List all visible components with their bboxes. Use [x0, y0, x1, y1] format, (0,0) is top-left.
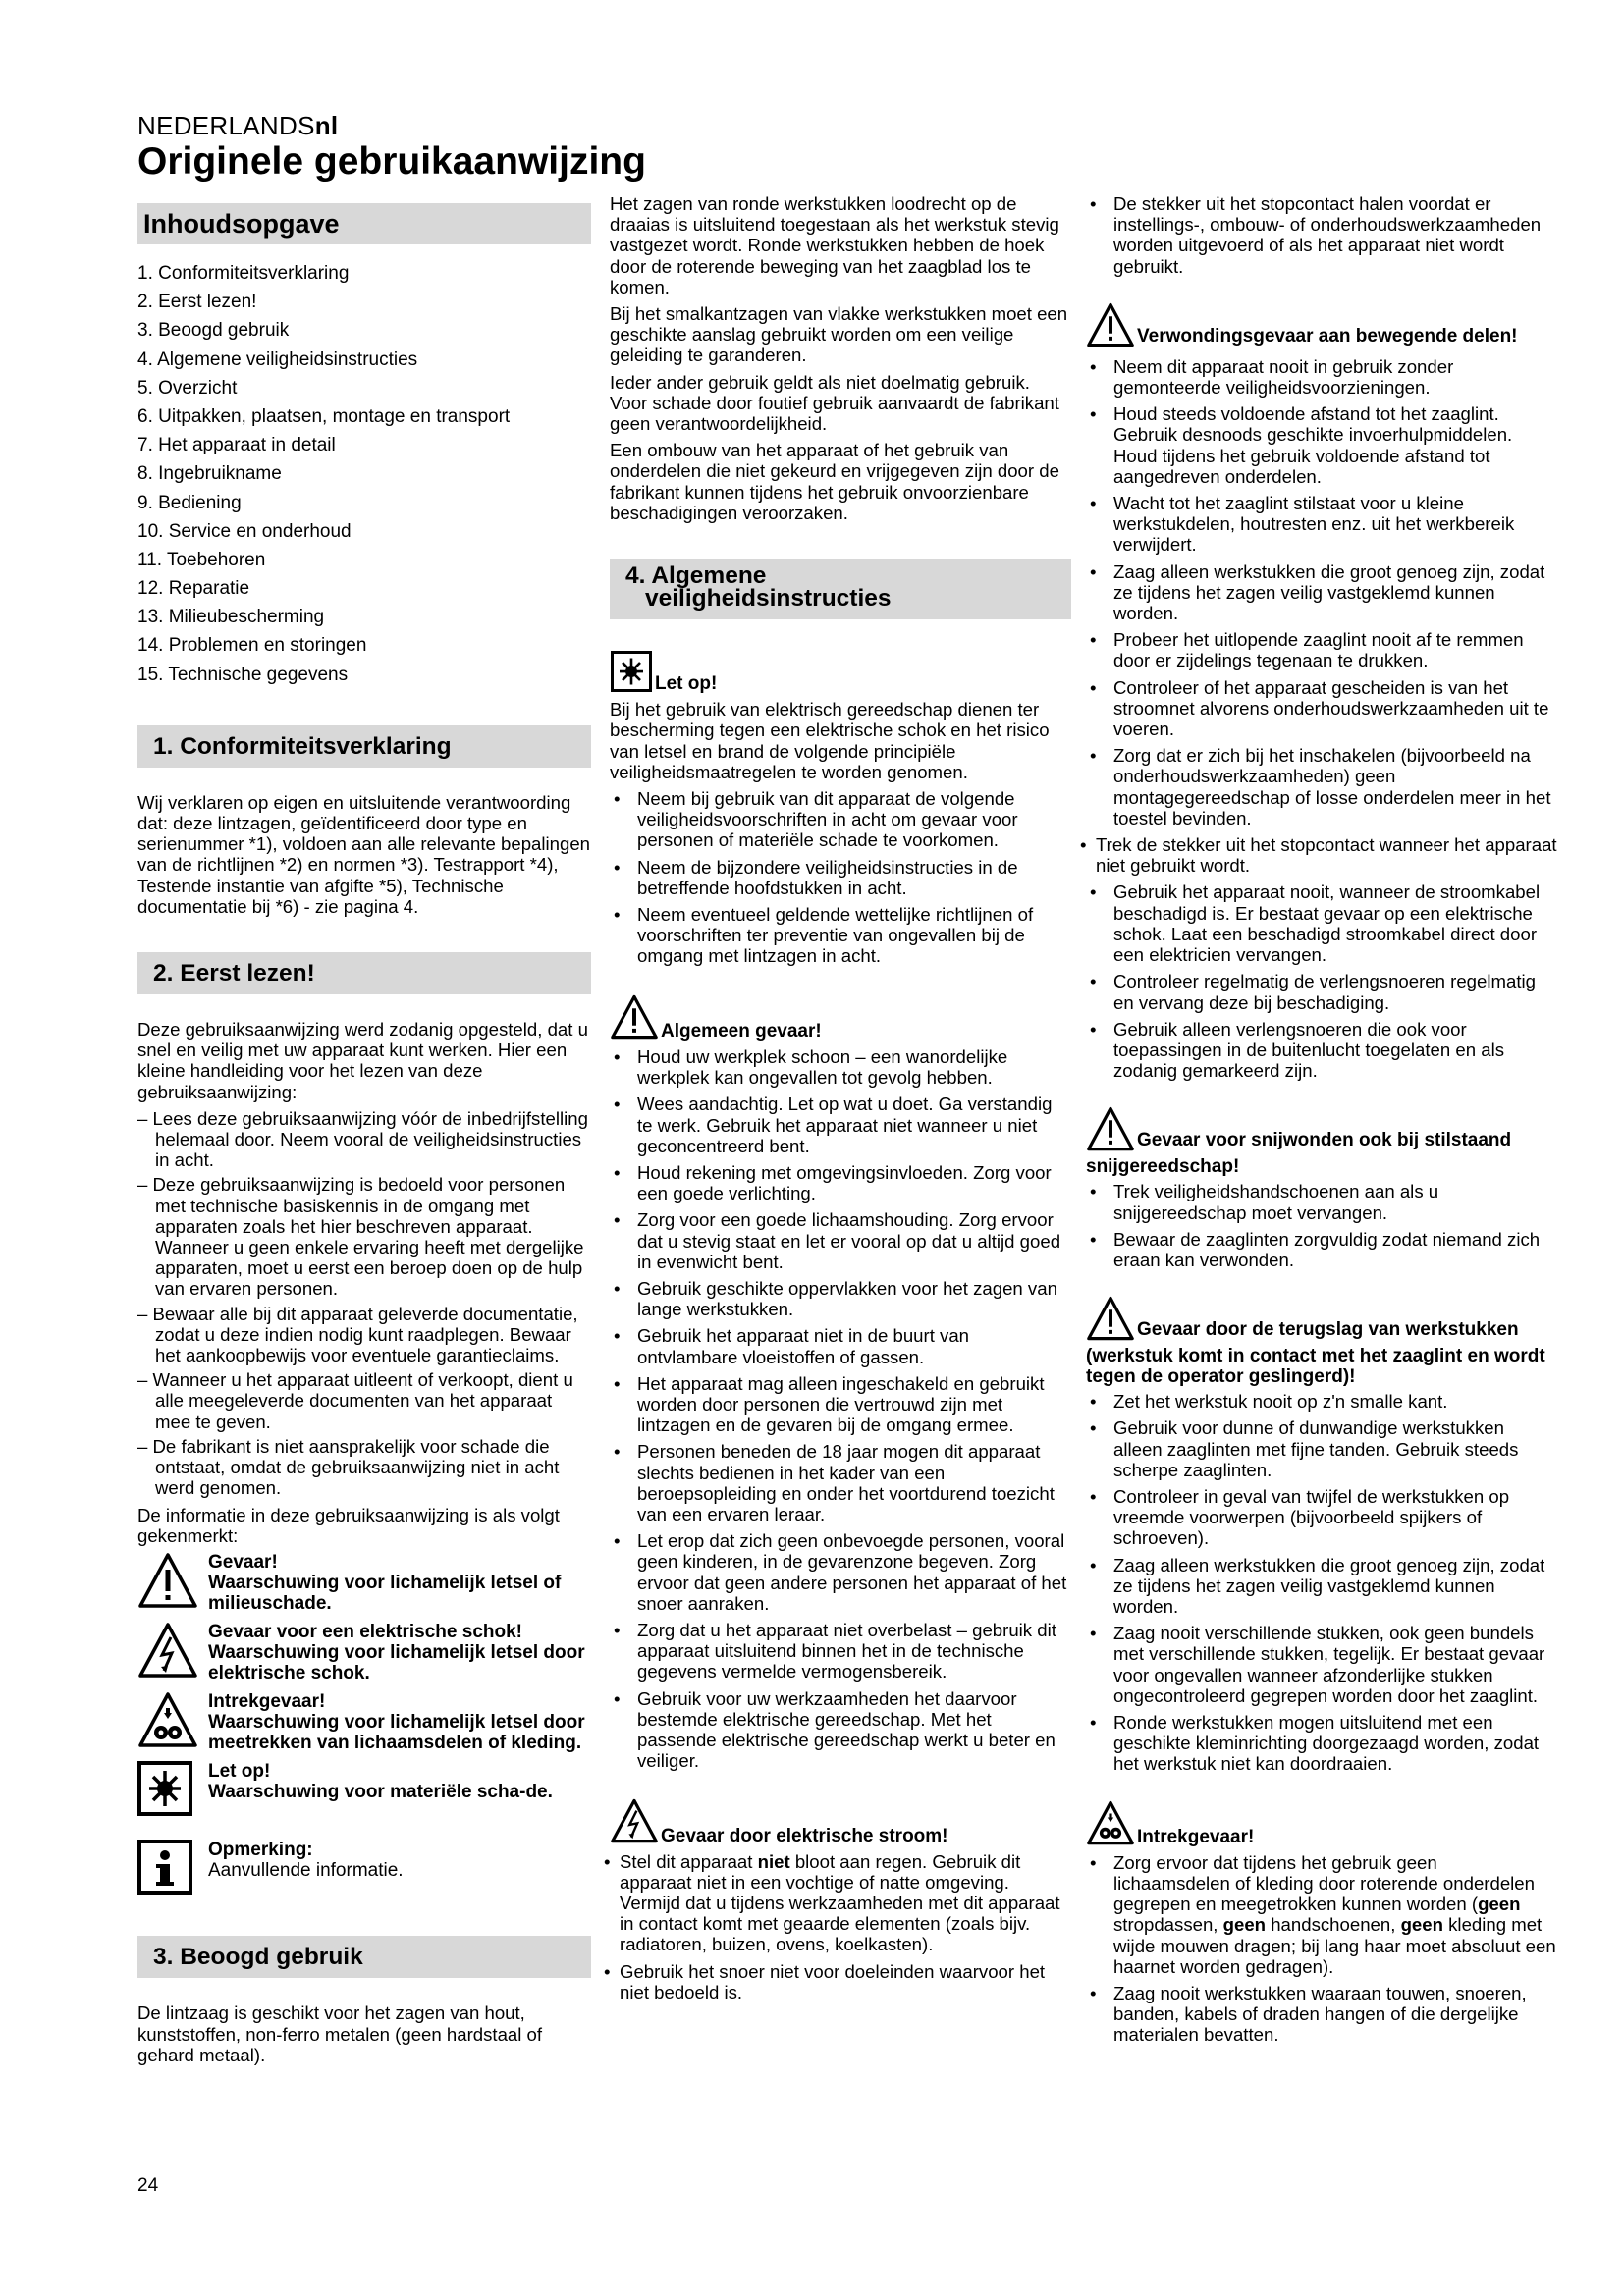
list-item: • Gebruik het apparaat nooit, wanneer de stroomkabel beschadigd is. Er bestaat gevaar op een elektrische schok. Laat een beschadigd stroomkabel direct door een elektricien vervangen.: [1086, 881, 1557, 965]
bullet-list: [1086, 834, 1557, 876]
list-item: – Deze gebruiksaanwijzing is bedoeld voor personen met technische basiskennis in de omgang met apparaten zoals het hier beschreven apparaat. Wanneer u geen enkele ervaring heeft met dergelijke apparaten, moet u eerst een beroep doen op de hulp van ervaren personen.: [137, 1174, 584, 1300]
list-item: • Probeer het uitlopende zaaglint nooit af te remmen door er zijdelings tegenaan te drukken.: [1086, 629, 1557, 670]
symbol-title: Let op!: [208, 1760, 271, 1782]
toc-item: 3. Beoogd gebruik: [137, 320, 290, 342]
bullet-list: [1086, 1181, 1557, 1270]
entanglement-icon: [137, 1691, 208, 1752]
text-run-bold: niet: [757, 1850, 790, 1872]
warning-triangle-icon: [610, 994, 659, 1043]
column-1: [137, 203, 591, 2071]
toc-item: 6. Uitpakken, plaatsen, montage en transport: [137, 405, 511, 427]
symbol-row-info: [137, 1840, 591, 1898]
bullet-list: [1086, 881, 1557, 1081]
toc-item: 13. Milieubescherming: [137, 607, 325, 628]
letop-heading: [610, 651, 1071, 696]
bullet-list: [610, 1046, 1071, 1772]
section-1-heading: 1. Conformiteitsverklaring: [137, 725, 591, 768]
list-item: • Wees aandachtig. Let op wat u doet. Ga verstandig te werk. Gebruik het apparaat niet wanneer u niet geconcentreerd bent.: [610, 1094, 1071, 1156]
warning-title: Gevaar door elektrische stroom!: [661, 1825, 948, 1846]
list-item: • Controleer in geval van twijfel de werkstukken op vreemde voorwerpen (bijvoorbeeld spijkers of schroeven).: [1086, 1486, 1557, 1549]
section-2-heading: 2. Eerst lezen!: [137, 952, 591, 994]
warning-triangle-icon: [1086, 302, 1135, 352]
text-run: Stel dit apparaat: [620, 1850, 758, 1872]
text-run-bold: geen: [1478, 1894, 1521, 1915]
symbol-desc: Aanvullende informatie.: [208, 1860, 404, 1882]
paragraph: Het zagen van ronde werkstukken loodrecht op de draaias is uitsluitend toegestaan als het werkstuk stevig vastgezet wordt. Ronde werkstukken hebben de hoek door de roterende beweging van het zaagblad los te komen.: [610, 193, 1059, 297]
bullet-list: [610, 788, 1071, 967]
toc-item: 14. Problemen en storingen: [137, 635, 367, 657]
text-run: kleding met wijde mouwen dragen; bij lang haar moet absoluut een haarnet worden gedragen).: [1113, 1914, 1556, 1977]
warning-title: Verwondingsgevaar aan bewegende delen!: [1137, 325, 1518, 347]
paragraph: Een ombouw van het apparaat of het gebruik van onderdelen die niet gekeurd en vrijgegeven zijn door de fabrikant kunnen tijdens het gebruik onvoorzienbare beschadigingen veroorzaken.: [610, 440, 1059, 523]
list-item: • Let erop dat zich geen onbevoegde personen, vooral geen kinderen, in de gevarenzone begeven. Zorg ervoor dat geen andere personen het apparaat of het snoer aanraken.: [610, 1530, 1071, 1614]
list-item: • Zorg voor een goede lichaamshouding. Zorg ervoor dat u stevig staat en let er vooral op dat u altijd goed in evenwicht bent.: [610, 1209, 1071, 1272]
toc-heading: Inhoudsopgave: [137, 203, 591, 244]
symbols-intro: De informatie in deze gebruiksaanwijzing is als volgt gekenmerkt:: [137, 1504, 560, 1546]
list-item: • Het apparaat mag alleen ingeschakeld en gebruikt worden door personen die vertrouwd zijn met lintzagen en de gevaren bij de omgang ermee.: [610, 1373, 1071, 1436]
toc-list: [137, 259, 591, 689]
bullet-list: [610, 1851, 1071, 2002]
bullet-list: [1086, 193, 1557, 277]
section-3-heading: 3. Beoogd gebruik: [137, 1936, 591, 1978]
warning-title: Algemeen gevaar!: [661, 1020, 822, 1041]
symbol-desc: Waarschuwing voor lichamelijk letsel of milieuschade.: [208, 1572, 562, 1614]
toc-item: 9. Bediening: [137, 492, 242, 513]
list-item: • Gebruik voor uw werkzaamheden het daarvoor bestemde elektrische gereedschap. Met het passende elektrische gereedschap werkt u beter en veiliger.: [610, 1688, 1071, 1772]
elektrisch-heading: [610, 1798, 1071, 1847]
list-item: • De stekker uit het stopcontact halen voordat er instellings-, ombouw- of onderhoudswerkzaamheden worden uitgevoerd of als het apparaat niet wordt gebruikt.: [1086, 193, 1557, 277]
warning-triangle-icon: [1086, 1296, 1135, 1346]
section-1-text: Wij verklaren op eigen en uitsluitende verantwoording dat: deze lintzagen, geïdentificeerd door type en serienummer *1), voldoen aan alle relevante bepalingen van de richtlijnen *2) en normen *3). Testrapport *4), Testende instantie van afgifte *5), Technische documentatie bij *6) - zie pagina 4.: [137, 791, 591, 917]
column-3: [1086, 193, 1557, 2052]
list-item: [1086, 1852, 1557, 1977]
toc-item: 8. Ingebruikname: [137, 463, 282, 485]
text-run: bloot aan regen. Gebruik dit apparaat niet in een vochtige of natte omgeving.: [620, 1850, 1021, 1893]
warning-triangle-icon: [1086, 1106, 1135, 1156]
symbol-desc: Waarschuwing voor lichamelijk letsel door elektrische schok.: [208, 1641, 585, 1683]
list-item: • Neem eventueel geldende wettelijke richtlijnen of voorschriften ter preventie van ongevallen bij de omgang met lintzagen in acht.: [610, 904, 1071, 967]
list-item: • Zaag alleen werkstukken die groot genoeg zijn, zodat ze tijdens het zagen veilig vastgeklemd kunnen worden.: [1086, 1555, 1557, 1618]
section-3-text: De lintzaag is geschikt voor het zagen van hout, kunststoffen, non-ferro metalen (geen hardstaal of gehard metaal).: [137, 2002, 543, 2065]
text-run: stropdassen,: [1113, 1914, 1223, 1936]
list-item: • Personen beneden de 18 jaar mogen dit apparaat slechts bedienen in het kader van een beroepsopleiding en onder het voortdurend toezicht van een ervaren leraar.: [610, 1441, 1071, 1524]
symbol-title: Gevaar!: [208, 1551, 278, 1573]
text-run: Zorg ervoor dat tijdens het gebruik geen lichaamsdelen of kleding door roterende onderdelen gegrepen en meegetrokken kunnen worden (: [1113, 1851, 1535, 1915]
list-item: • Gebruik het snoer niet voor doeleinden waarvoor het niet bedoeld is.: [610, 1961, 1071, 2002]
list-item: – Bewaar alle bij dit apparaat geleverde documentatie, zodat u deze indien nodig kunt raadplegen. Bewaar het aankoopbewijs voor eventuele garantieclaims.: [137, 1303, 578, 1366]
symbol-row-attention: [137, 1761, 591, 1820]
list-item: • Zorg dat u het apparaat niet overbelast – gebruik dit apparaat uitsluitend binnen het in de technische gegevens vermelde vermogensbereik.: [610, 1620, 1071, 1682]
attention-icon: [610, 651, 653, 696]
symbol-desc: Waarschuwing voor materiële scha-de.: [208, 1781, 553, 1802]
list-item: • Neem de bijzondere veiligheidsinstructies in de betreffende hoofdstukken in acht.: [610, 857, 1071, 898]
list-item: • Gebruik geschikte oppervlakken voor het zagen van lange werkstukken.: [610, 1278, 1071, 1319]
list-item: [610, 1851, 1071, 1955]
list-item: • Houd uw werkplek schoon – een wanordelijke werkplek kan ongevallen tot gevolg hebben.: [610, 1046, 1071, 1088]
electric-shock-icon: [610, 1798, 659, 1847]
list-item: • Zet het werkstuk nooit op z'n smalle kant.: [1086, 1391, 1557, 1412]
list-item: • Trek veiligheidshandschoenen aan als u snijgereedschap moet vervangen.: [1086, 1181, 1557, 1222]
heading-line: veiligheidsinstructies: [645, 585, 892, 613]
heading-line: 4. Algemene: [625, 562, 767, 590]
list-item: • Wacht tot het zaaglint stilstaat voor u kleine werkstukdelen, houtresten enz. uit het werkbereik verwijdert.: [1086, 493, 1557, 556]
symbol-title: Gevaar voor een elektrische schok!: [208, 1621, 522, 1642]
list-item: – Lees deze gebruiksaanwijzing vóór de inbedrijfstelling helemaal door. Neem vooral de veiligheidsinstructies in acht.: [137, 1107, 588, 1171]
text-run: handschoenen,: [1266, 1914, 1401, 1936]
warning-title: Intrekgevaar!: [1137, 1826, 1255, 1847]
list-item: • Zaag nooit werkstukken waaraan touwen, snoeren, banden, kabels of draden hangen of die dergelijke materialen bevatten.: [1086, 1983, 1557, 2046]
warning-triangle-icon: [137, 1552, 208, 1613]
bullet-list: [1086, 1852, 1557, 2046]
symbol-row-danger: [137, 1552, 591, 1614]
language-code: nl: [314, 111, 339, 140]
info-icon: [137, 1840, 208, 1898]
toc-item: 7. Het apparaat in detail: [137, 435, 336, 456]
list-item: – De fabrikant is niet aansprakelijk voor schade die ontstaat, omdat de gebruiksaanwijzing niet in acht werd genomen.: [137, 1435, 560, 1499]
text-run: Vermijd dat u tijdens werkzaamheden met dit apparaat in contact komt met geaarde elementen (zoals bijv. radiatoren, buizen, ovens, koelkasten).: [620, 1893, 1060, 1955]
attention-icon: [137, 1761, 208, 1820]
algemeen-heading: [610, 994, 1071, 1043]
list-item: • Neem bij gebruik van dit apparaat de volgende veiligheidsvoorschriften in acht om gevaar voor personen of materiële schade te voorkomen.: [610, 788, 1071, 851]
list-item: • Ronde werkstukken mogen uitsluitend met een geschikte kleminrichting doorgezaagd worden, zodat het werkstuk niet kan doordraaien.: [1086, 1712, 1557, 1775]
column-2: [610, 193, 1071, 2008]
intrek-heading: [1086, 1800, 1557, 1849]
page-number: 24: [137, 2175, 159, 2196]
list-item: • Gebruik het apparaat niet in de buurt van ontvlambare vloeistoffen of gassen.: [610, 1325, 1071, 1366]
toc-item: 12. Reparatie: [137, 578, 250, 600]
bullet-list: [1086, 356, 1557, 828]
paragraph: Ieder ander gebruik geldt als niet doelmatig gebruik. Voor schade door foutief gebruik aanvaardt de fabrikant geen verantwoordelijkheid.: [610, 371, 1059, 435]
list-item: • Neem dit apparaat nooit in gebruik zonder gemonteerde veiligheidsvoorzieningen.: [1086, 356, 1557, 398]
warning-title: Gevaar voor snijwonden ook bij stilstaand snijgereedschap!: [1086, 1130, 1512, 1178]
language-label: [137, 111, 338, 141]
list-item: • Houd rekening met omgevingsinvloeden. Zorg voor een goede verlichting.: [610, 1162, 1071, 1203]
list-item: • Gebruik alleen verlengsnoeren die ook voor toepassingen in de buitenlucht toegelaten en als zodanig gemarkeerd zijn.: [1086, 1019, 1557, 1082]
bewegende-heading: [1086, 302, 1557, 352]
list-item: • Gebruik voor dunne of dunwandige werkstukken alleen zaaglinten met fijne tanden. Gebruik steeds scherpe zaaglinten.: [1086, 1417, 1557, 1480]
symbol-title: Intrekgevaar!: [208, 1690, 326, 1712]
list-item: • Bewaar de zaaglinten zorgvuldig zodat niemand zich eraan kan verwonden.: [1086, 1229, 1557, 1270]
terugslag-heading: [1086, 1296, 1557, 1387]
symbol-title: Opmerking:: [208, 1840, 313, 1861]
list-item: • Zaag alleen werkstukken die groot genoeg zijn, zodat ze tijdens het zagen veilig vastgeklemd kunnen worden.: [1086, 561, 1557, 624]
toc-item: 5. Overzicht: [137, 377, 238, 399]
text-run-bold: geen: [1222, 1914, 1267, 1936]
warning-title: Gevaar door de terugslag van werkstukken (werkstuk komt in contact met het zaaglint en wordt tegen de operator geslingerd)!: [1086, 1319, 1545, 1388]
section-4-heading: [610, 559, 1071, 619]
symbol-desc: Waarschuwing voor lichamelijk letsel door meetrekken van lichaamsdelen of kleding.: [208, 1711, 585, 1753]
list-item: • Zaag nooit verschillende stukken, ook geen bundels met verschillende stukken, tegelijk. Er bestaat gevaar voor ongevallen wanneer afzonderlijke stukken ongecontroleerd gegrepen worden door het zaaglint.: [1086, 1623, 1557, 1706]
list-item: • Houd steeds voldoende afstand tot het zaaglint. Gebruik desnoods geschikte invoerhulpmiddelen. Houd tijdens het gebruik voldoende afstand tot aangedreven onderdelen.: [1086, 403, 1557, 487]
warning-title: Let op!: [655, 673, 718, 695]
language-name: NEDERLANDS: [137, 111, 315, 140]
bullet-list: [1086, 1391, 1557, 1774]
toc-item: 1. Conformiteitsverklaring: [137, 263, 350, 284]
entanglement-icon: [1086, 1800, 1135, 1849]
toc-item: 4. Algemene veiligheidsinstructies: [137, 348, 418, 370]
section-2-list: [137, 1108, 591, 1499]
text-run-bold: geen: [1400, 1914, 1443, 1936]
toc-item: 2. Eerst lezen!: [137, 292, 257, 313]
list-item: • Trek de stekker uit het stopcontact wanneer het apparaat niet gebruikt wordt.: [1086, 834, 1557, 876]
toc-item: 15. Technische gegevens: [137, 664, 349, 685]
paragraph: Bij het smalkantzagen van vlakke werkstukken moet een geschikte aanslag gebruikt worden om een veilige geleiding te garanderen.: [610, 303, 1068, 366]
symbol-row-entangle: [137, 1691, 591, 1753]
paragraph: Bij het gebruik van elektrisch gereedschap dienen ter bescherming tegen een elektrische schok en het risico van letsel en brand de volgende principiële veiligheidsmaatregelen te worden genomen.: [610, 699, 1050, 782]
toc-item: 11. Toebehoren: [137, 549, 266, 570]
list-item: – Wanneer u het apparaat uitleent of verkoopt, dient u alle meegeleverde documenten van het apparaat mee te geven.: [137, 1369, 573, 1432]
section-2-intro: Deze gebruiksaanwijzing werd zodanig opgesteld, dat u snel en veilig met uw apparaat kunt werken. Hier een kleine handleiding voor het lezen van deze gebruiksaanwijzing:: [137, 1019, 588, 1102]
symbol-row-electric: [137, 1622, 591, 1683]
list-item: • Controleer of het apparaat gescheiden is van het stroomnet alvorens onderhoudswerkzaamheden uit te voeren.: [1086, 677, 1557, 740]
toc-item: 10. Service en onderhoud: [137, 520, 352, 542]
document-title: Originele gebruikaanwijzing: [137, 140, 646, 183]
list-item: • Zorg dat er zich bij het inschakelen (bijvoorbeeld na onderhoudswerkzaamheden) geen montagegereedschap of losse onderdelen meer in het toestel bevinden.: [1086, 745, 1557, 828]
electric-shock-icon: [137, 1622, 208, 1682]
snijwonden-heading: [1086, 1106, 1557, 1177]
list-item: • Controleer regelmatig de verlengsnoeren regelmatig en vervang deze bij beschadiging.: [1086, 971, 1557, 1012]
